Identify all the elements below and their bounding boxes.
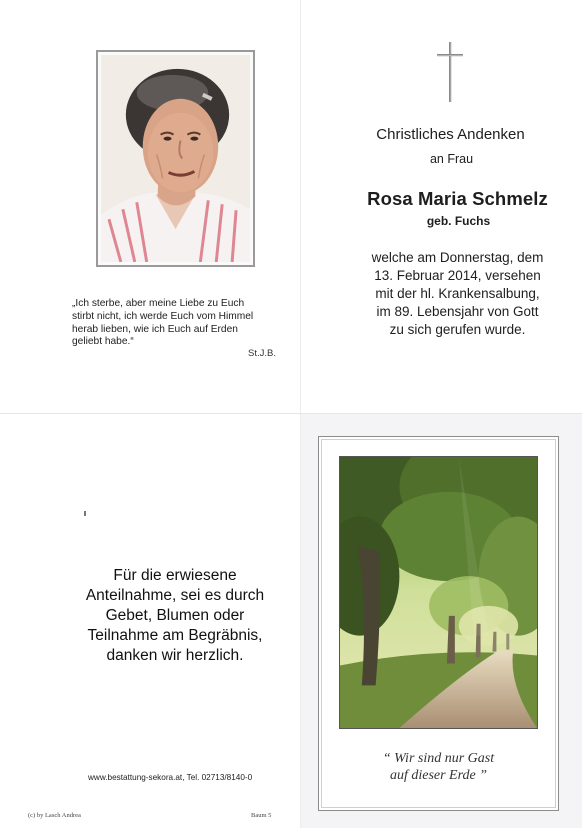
quote-author: St.J.B. <box>248 348 276 359</box>
print-credit: (c) by Lasch Andrea <box>28 812 81 819</box>
memorial-body-line: mit der hl. Krankensalbung, <box>375 286 540 301</box>
cross-icon <box>435 40 465 104</box>
memorial-body-line: 13. Februar 2014, versehen <box>374 268 541 283</box>
memorial-heading: Christliches Andenken <box>376 126 525 143</box>
tree-avenue-image <box>339 456 538 729</box>
cover-quote-line: “ Wir sind nur Gast <box>382 751 495 766</box>
cover-quote-line: auf dieser Erde ” <box>389 768 488 783</box>
maiden-name: geb. Fuchs <box>426 214 491 228</box>
quote-line: „Ich sterbe, aber meine Liebe zu Euch <box>72 298 245 309</box>
thanks-message <box>0 566 350 666</box>
thanks-line: danken wir herzlich. <box>106 647 244 664</box>
memorial-body-line: welche am Donnerstag, dem <box>371 250 544 265</box>
portrait-frame <box>96 50 255 267</box>
memorial-body-line: zu sich gerufen wurde. <box>389 322 526 337</box>
funeral-home-contact: www.bestattung-sekora.at, Tel. 02713/8140-0 <box>88 773 253 782</box>
cover-quote <box>318 750 559 784</box>
memorial-prefix: an Frau <box>429 152 474 166</box>
bible-quote <box>72 298 286 349</box>
thanks-line: Gebet, Blumen oder <box>105 607 245 624</box>
quote-line: herab lieben, wie ich Euch auf Erden <box>72 323 238 335</box>
print-design-code: Baum 5 <box>251 812 272 819</box>
portrait-photo <box>101 55 250 262</box>
deceased-name: Rosa Maria Schmelz <box>367 188 548 209</box>
thanks-line: Anteilnahme, sei es durch <box>85 587 265 604</box>
fold-mark <box>84 511 86 516</box>
thanks-line: Für die erwiesene <box>113 567 237 584</box>
memorial-body <box>301 249 582 339</box>
quote-line: geliebt habe.“ <box>72 336 134 348</box>
memorial-body-line: im 89. Lebensjahr von Gott <box>376 304 539 319</box>
memorial-text-block <box>301 0 582 414</box>
thanks-line: Teilnahme am Begräbnis, <box>87 627 263 644</box>
quote-line: stirbt nicht, ich werde Euch vom Himmel <box>72 310 254 322</box>
